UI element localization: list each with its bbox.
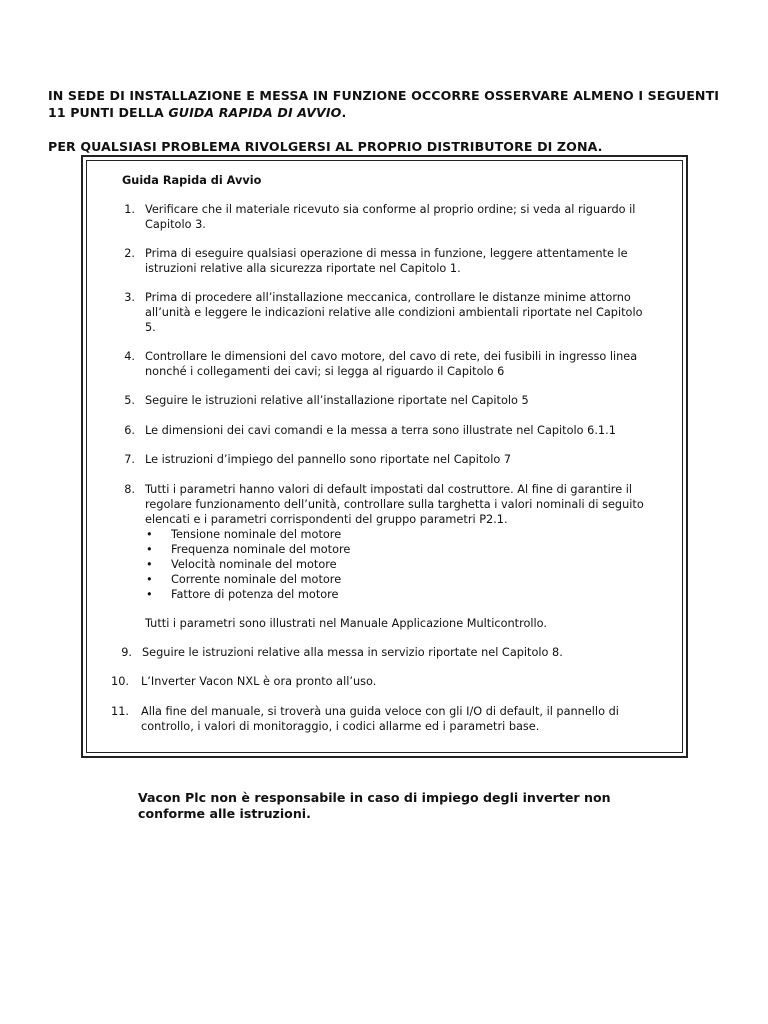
bullet-item: • Velocità nominale del motore (146, 558, 337, 571)
list-item-number: 8. (124, 483, 135, 496)
disclaimer: Vacon Plc non è responsabile in caso di impiego degli inverter non conforme alle istruzioni. (138, 790, 611, 821)
quick-start-box-inner (86, 160, 683, 753)
bullet-icon: • (146, 588, 153, 601)
list-item-number: 5. (124, 394, 135, 407)
bullet-item: • Tensione nominale del motore (146, 528, 342, 541)
intro-distributor-note: PER QUALSIASI PROBLEMA RIVOLGERSI AL PROPRIO DISTRIBUTORE DI ZONA. (48, 139, 603, 154)
bullet-icon: • (146, 528, 153, 541)
bullet-item: • Corrente nominale del motore (146, 573, 342, 586)
bullet-icon: • (146, 543, 153, 556)
list-item-number: 9. (121, 646, 132, 659)
intro-guide-reference: GUIDA RAPIDA DI AVVIO (168, 105, 342, 120)
list-item-text: Alla fine del manuale, si troverà una guida veloce con gli I/O di default, il pannello di controllo, i valori di monitoraggio, i codici allarme ed i parametri base. (141, 705, 619, 733)
list-item-text: Prima di eseguire qualsiasi operazione di messa in funzione, leggere attentamente le istruzioni relative alla sicurezza riportate nel Capitolo 1. (145, 247, 628, 275)
list-item-number: 4. (124, 350, 135, 363)
intro-notice (48, 87, 738, 155)
list-item-body (145, 482, 655, 602)
list-item-text: Seguire le istruzioni relative alla messa in servizio riportate nel Capitolo 8. (142, 646, 563, 659)
list-item-number: 6. (124, 424, 135, 437)
list-item-number: 11. (111, 705, 129, 718)
list-item-text: Prima di procedere all’installazione meccanica, controllare le distanze minime attorno all’unità e leggere le indicazioni relative alle condizioni ambientali riportate nel Capitolo 5. (145, 291, 643, 334)
intro-text: IN SEDE DI INSTALLAZIONE E MESSA IN FUNZIONE OCCORRE OSSERVARE ALMENO I SEGUENTI 11 PUNTI DELLA (48, 88, 720, 120)
list-item-number: 7. (124, 453, 135, 466)
list-item-text: Tutti i parametri hanno valori di default impostati dal costruttore. Al fine di garantire il regolare funzionamento dell’unità, controllare sulla targhetta i valori nominali di seguito elencati e i parametri corrispondenti del gruppo parametri P2.1. (145, 483, 644, 526)
bullet-icon: • (146, 573, 153, 586)
quick-start-box (81, 155, 688, 758)
list-item-text: Controllare le dimensioni del cavo motore, del cavo di rete, dei fusibili in ingresso linea nonché i collegamenti dei cavi; si legga al riguardo il Capitolo 6 (145, 350, 638, 378)
intro-paragraph (48, 87, 738, 121)
list-item-text: Le dimensioni dei cavi comandi e la messa a terra sono illustrate nel Capitolo 6.1.1 (145, 424, 616, 437)
bullet-icon: • (146, 558, 153, 571)
parameters-note: Tutti i parametri sono illustrati nel Manuale Applicazione Multicontrollo. (145, 617, 547, 630)
list-item-text: Verificare che il materiale ricevuto sia conforme al proprio ordine; si veda al riguardo il Capitolo 3. (145, 203, 636, 231)
bullet-item: • Fattore di potenza del motore (146, 588, 339, 601)
list-item-number: 3. (124, 291, 135, 304)
list-item-text: Le istruzioni d’impiego del pannello sono riportate nel Capitolo 7 (145, 453, 512, 466)
list-item-text: Seguire le istruzioni relative all’installazione riportate nel Capitolo 5 (145, 394, 529, 407)
guide-title: Guida Rapida di Avvio (122, 174, 262, 187)
list-item-number: 2. (124, 247, 135, 260)
nominal-values-list (145, 527, 655, 602)
list-item-number: 10. (111, 675, 129, 688)
list-item-number: 1. (124, 203, 135, 216)
bullet-item: • Frequenza nominale del motore (146, 543, 351, 556)
intro-period: . (341, 105, 347, 120)
list-item-text: L’Inverter Vacon NXL è ora pronto all’uso. (141, 675, 377, 688)
